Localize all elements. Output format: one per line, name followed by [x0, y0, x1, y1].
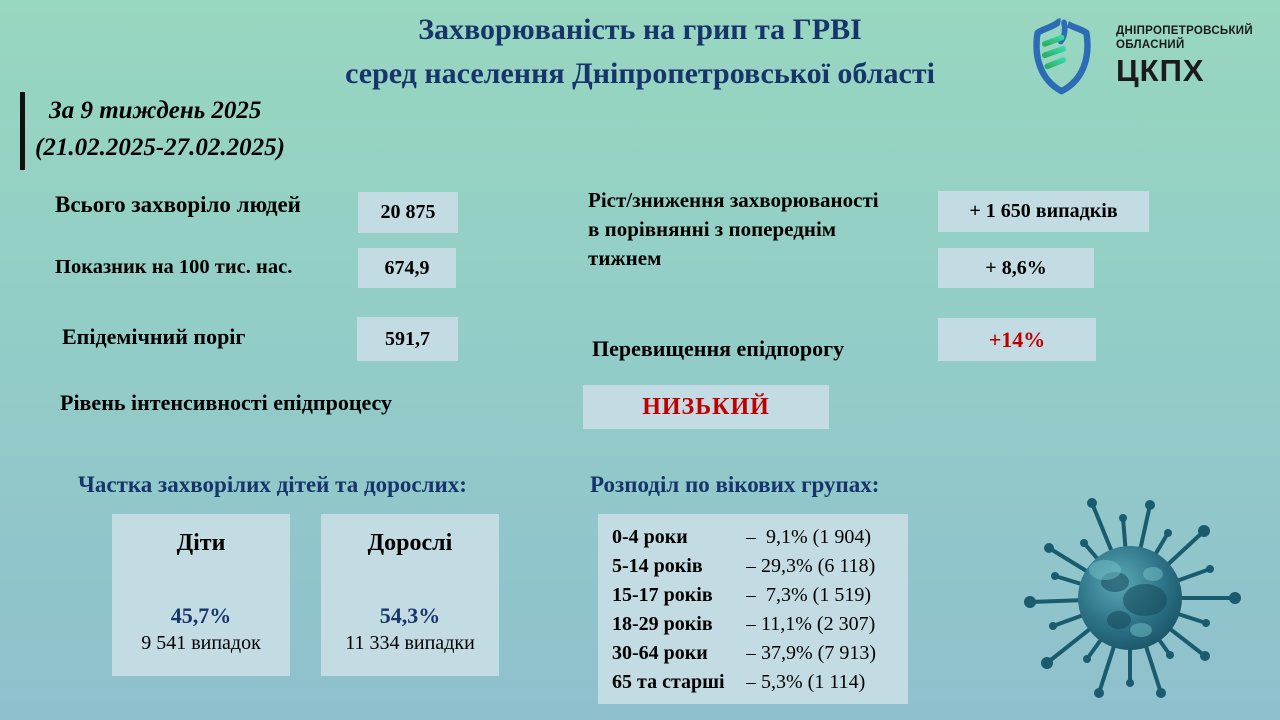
age-row	[612, 639, 908, 668]
age-groups-box	[598, 514, 908, 704]
adults-cases: 11 334 випадки	[345, 632, 475, 654]
adults-title: Дорослі	[367, 530, 453, 556]
title-line-2: серед населення Дніпропетровської області	[345, 57, 935, 90]
age-value: – 7,3% (1 519)	[746, 584, 871, 606]
age-value: – 9,1% (1 904)	[746, 526, 871, 548]
age-value: – 29,3% (6 118)	[746, 555, 876, 577]
age-label: 18-29 років	[612, 613, 713, 635]
age-label: 65 та старші	[612, 671, 725, 693]
children-percent: 45,7%	[170, 603, 232, 628]
children-cases: 9 541 випадок	[141, 632, 261, 654]
title-line-1: Захворюваність на грип та ГРВІ	[418, 13, 862, 46]
age-label: 30-64 роки	[612, 642, 708, 664]
children-title: Діти	[176, 530, 226, 556]
epidemic-threshold-label: Епідемічний поріг	[62, 324, 246, 349]
age-row	[612, 523, 908, 552]
period-week: За 9 тиждень 2025	[49, 97, 262, 124]
adults-card	[321, 514, 499, 676]
rate-per-100k-value: 674,9	[358, 248, 456, 288]
age-label: 0-4 роки	[612, 526, 688, 548]
age-label: 5-14 років	[612, 555, 703, 577]
shield-logo-icon	[1028, 12, 1108, 100]
weekly-change-label: Ріст/зниження захворюваності в порівнянні з попереднім тижнем	[588, 188, 879, 270]
org-name-line-1: ДНІПРОПЕТРОВСЬКИЙ	[1116, 25, 1253, 37]
intensity-level-badge: НИЗЬКИЙ	[583, 385, 829, 429]
age-row	[612, 610, 908, 639]
children-card	[112, 514, 290, 676]
age-row	[612, 668, 908, 697]
age-label: 15-17 років	[612, 584, 713, 606]
age-row	[612, 552, 908, 581]
org-abbr: ЦКПХ	[1116, 53, 1205, 88]
total-cases-label: Всього захворіло людей	[55, 192, 301, 217]
period-range: (21.02.2025-27.02.2025)	[35, 134, 285, 161]
total-cases-value: 20 875	[358, 192, 458, 233]
age-groups-header: Розподіл по вікових групах:	[590, 472, 880, 497]
threshold-exceedance-label: Перевищення епідпорогу	[592, 336, 845, 361]
period-divider	[20, 92, 25, 170]
org-logo	[1028, 12, 1253, 100]
age-value: – 5,3% (1 114)	[746, 671, 866, 693]
org-name	[1116, 12, 1253, 88]
epidemic-threshold-value: 591,7	[357, 317, 458, 361]
org-name-line-2: ОБЛАСНИЙ	[1116, 38, 1185, 51]
rate-per-100k-label: Показник на 100 тис. нас.	[55, 256, 293, 278]
intensity-level-label: Рівень інтенсивності епідпроцесу	[60, 390, 392, 415]
virus-image	[995, 478, 1265, 718]
weekly-change-cases-value: + 1 650 випадків	[938, 191, 1149, 232]
adults-percent: 54,3%	[379, 603, 441, 628]
age-value: – 11,1% (2 307)	[746, 613, 876, 635]
report-period	[20, 92, 285, 170]
age-row	[612, 581, 908, 610]
page-title	[160, 8, 1120, 96]
age-value: – 37,9% (7 913)	[746, 642, 876, 664]
threshold-exceedance-value: +14%	[938, 318, 1096, 361]
children-adults-header: Частка захворілих дітей та дорослих:	[78, 472, 467, 497]
weekly-change-percent-value: + 8,6%	[938, 248, 1094, 288]
